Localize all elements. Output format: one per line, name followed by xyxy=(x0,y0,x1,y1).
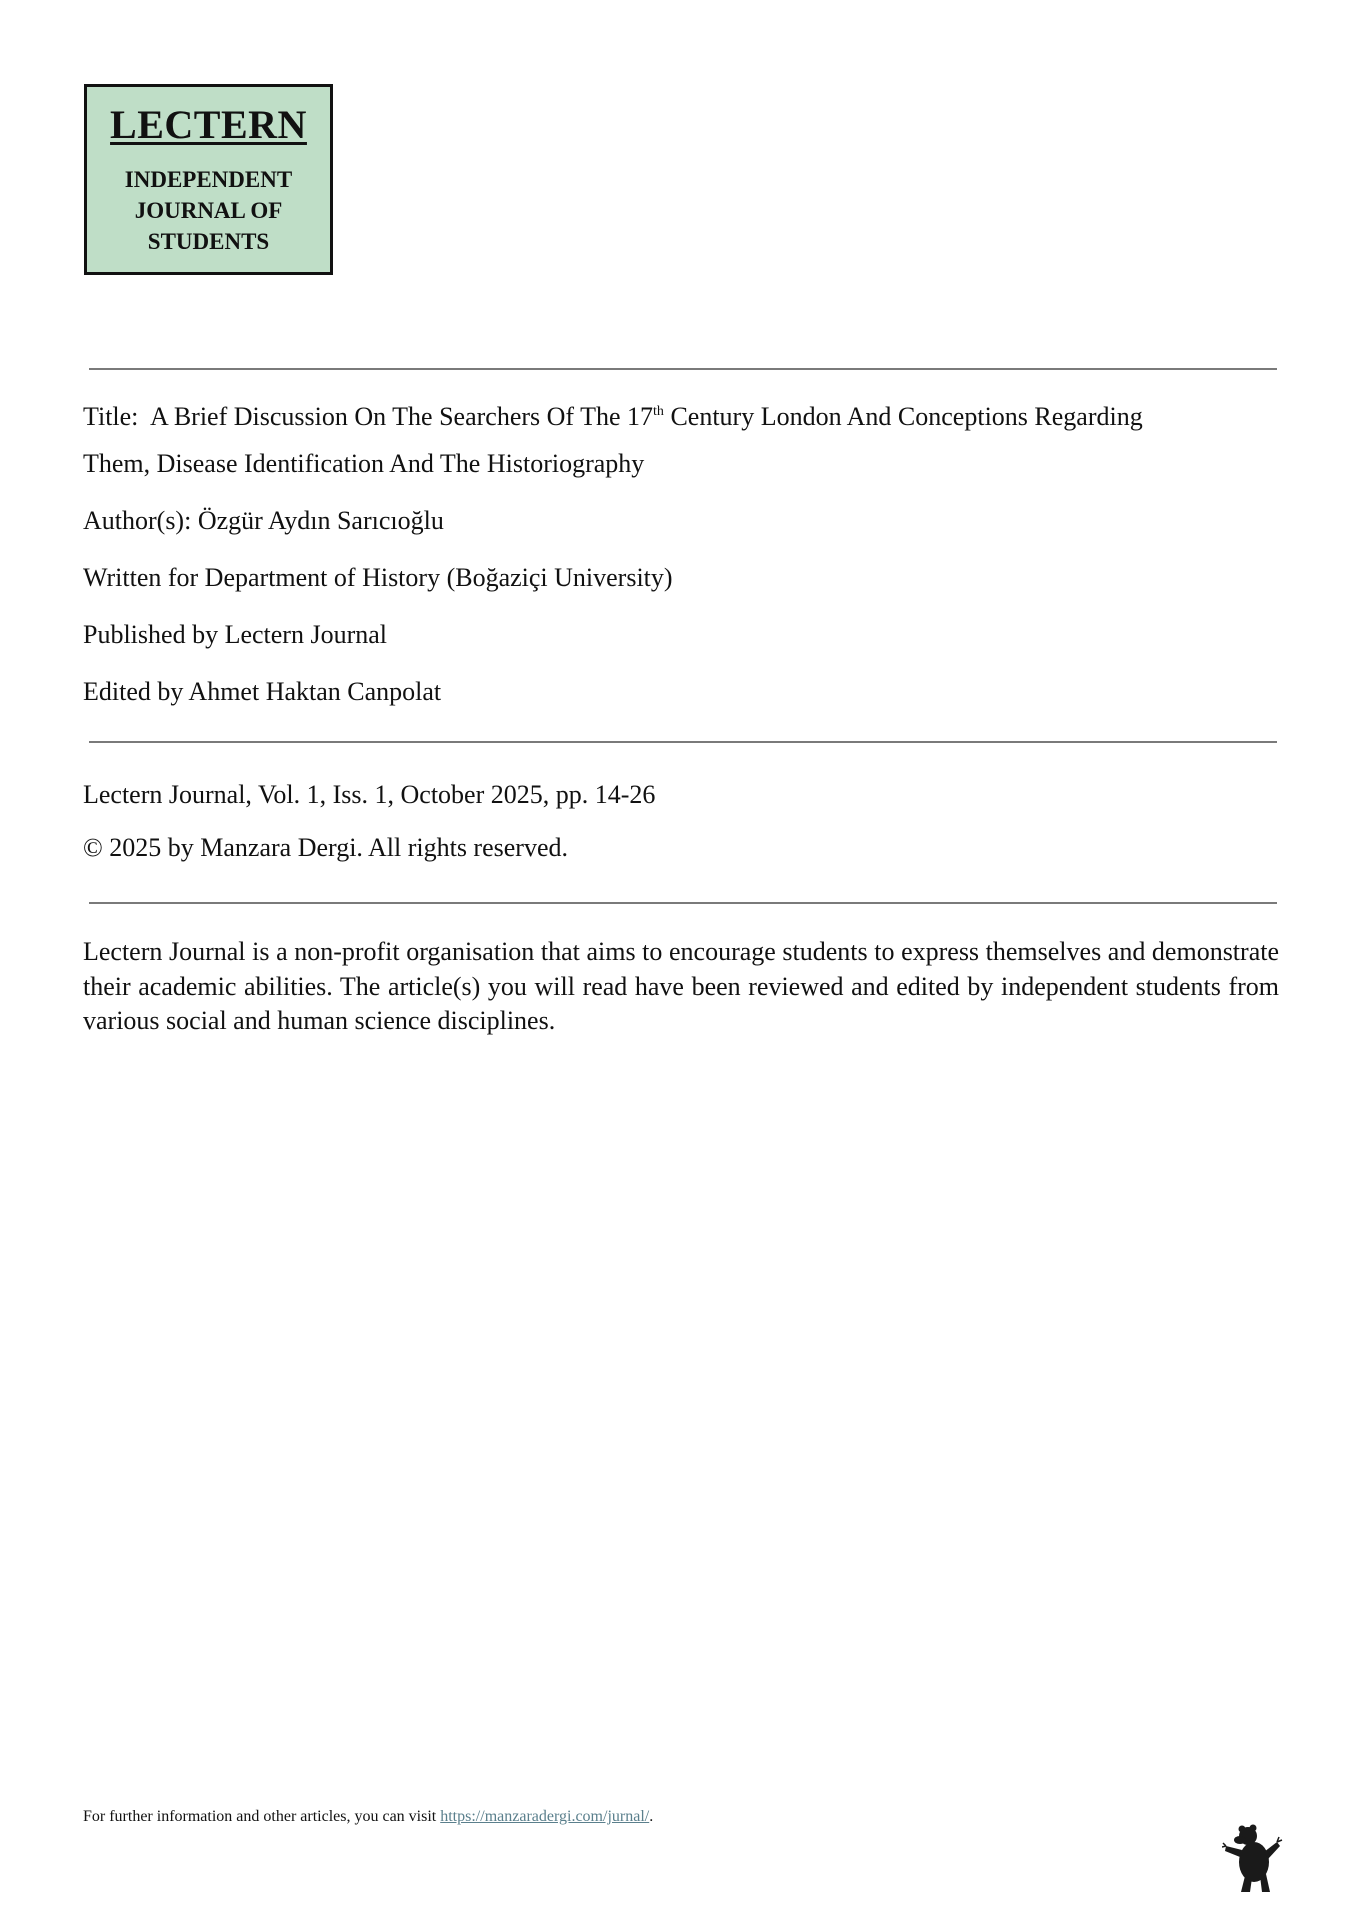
divider-top xyxy=(89,368,1277,370)
footer-link[interactable]: https://manzaradergi.com/jurnal/ xyxy=(440,1808,650,1825)
footer-note xyxy=(83,1808,653,1826)
article-editor: Edited by Ahmet Haktan Canpolat xyxy=(83,677,442,706)
title-label: Title: xyxy=(83,402,139,431)
article-publisher: Published by Lectern Journal xyxy=(83,620,387,649)
article-title-line-2: Them, Disease Identification And The Historiography xyxy=(83,449,645,478)
title-superscript: th xyxy=(653,404,664,419)
citation-copyright: © 2025 by Manzara Dergi. All rights reserved. xyxy=(83,833,568,862)
bear-icon xyxy=(1222,1822,1284,1894)
footer-text-end: . xyxy=(649,1808,654,1825)
divider-middle xyxy=(89,741,1277,743)
article-author: Author(s): Özgür Aydın Sarıcıoğlu xyxy=(83,506,444,535)
about-paragraph: Lectern Journal is a non-profit organisation that aims to encourage students to express themselves and demonstrate their academic abilities. The article(s) you will read have been reviewed and edited by independent students from various social and human science disciplines. xyxy=(83,937,1279,1035)
footer-text: For further information and other articles, you can visit xyxy=(83,1808,441,1825)
logo-name: LECTERN xyxy=(110,102,307,147)
logo-subtitle-line-2: JOURNAL OF xyxy=(134,198,283,223)
article-written-for: Written for Department of History (Boğaziçi University) xyxy=(83,563,673,592)
title-text-end: Century London And Conceptions Regarding xyxy=(663,402,1143,431)
article-title xyxy=(83,402,1143,432)
journal-logo xyxy=(84,84,333,275)
logo-subtitle xyxy=(87,164,330,257)
divider-bottom xyxy=(89,902,1277,904)
logo-subtitle-line-1: INDEPENDENT xyxy=(124,167,293,192)
citation-issue: Lectern Journal, Vol. 1, Iss. 1, October 2025, pp. 14-26 xyxy=(83,780,656,809)
title-text-start: A Brief Discussion On The Searchers Of The 17 xyxy=(149,402,654,431)
logo-subtitle-line-3: STUDENTS xyxy=(147,229,270,254)
